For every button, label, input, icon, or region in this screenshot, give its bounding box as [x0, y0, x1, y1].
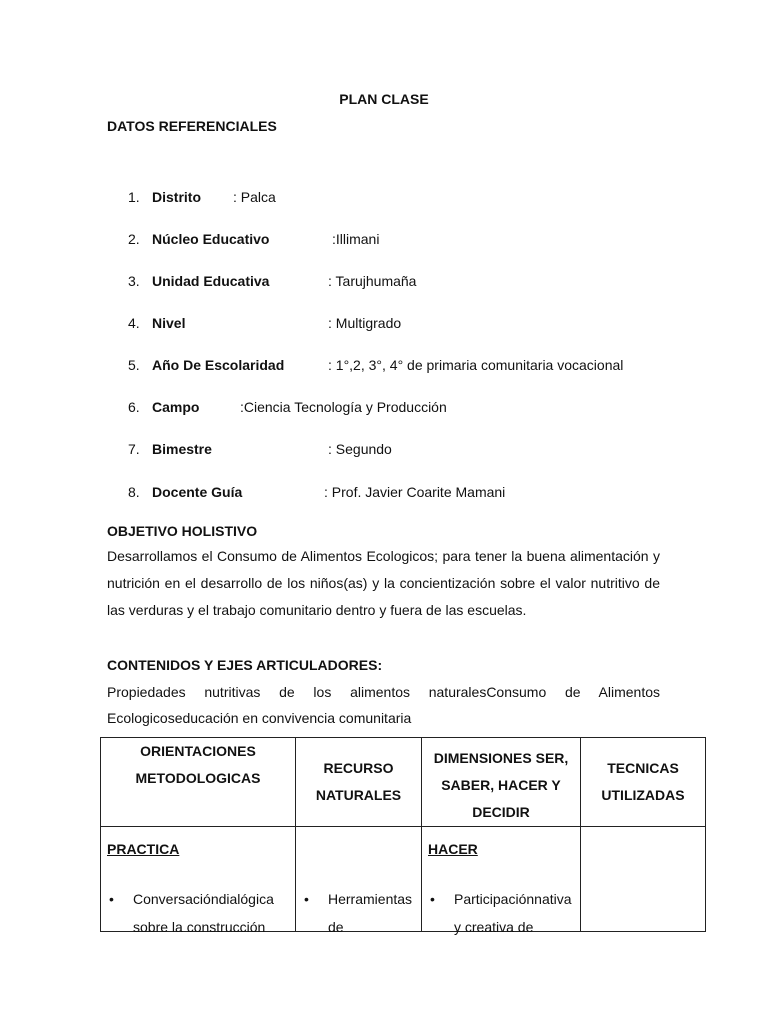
objetivo-heading: OBJETIVO HOLISTIVO	[107, 523, 258, 539]
table-header-cell	[296, 738, 422, 827]
header-dimensiones: DIMENSIONES SER, SABER, HACER Y DECIDIR	[433, 750, 569, 820]
list-number: 1.	[128, 189, 140, 205]
list-number: 5.	[128, 357, 140, 373]
list-value: : 1°,2, 3°, 4° de primaria comunitaria vocacional	[328, 357, 624, 373]
page-title: PLAN CLASE	[339, 91, 429, 107]
table-header-cell	[422, 738, 581, 827]
contenidos-heading: CONTENIDOS Y EJES ARTICULADORES:	[107, 657, 383, 673]
table-row	[101, 827, 706, 932]
table-cell	[422, 827, 581, 935]
list-number: 4.	[128, 315, 140, 331]
header-recurso: RECURSO NATURALES	[315, 760, 402, 803]
list-label: Docente Guía	[152, 484, 243, 500]
table-cell	[101, 827, 296, 935]
list-label: Nivel	[152, 315, 186, 331]
table-header-row	[101, 738, 706, 827]
list-number: 8.	[128, 484, 140, 500]
list-label: Bimestre	[152, 441, 212, 457]
bullet-text: Conversacióndialógica sobre la construcción	[133, 891, 274, 935]
methodology-table	[100, 737, 706, 935]
list-number: 7.	[128, 441, 140, 457]
list-value: :Ciencia Tecnología y Producción	[240, 399, 447, 415]
list-number: 3.	[128, 273, 140, 289]
bullet-icon: •	[109, 891, 114, 907]
list-item	[107, 885, 291, 941]
list-label: Distrito	[152, 189, 201, 205]
bullet-icon: •	[304, 891, 309, 907]
table-header-cell	[101, 738, 296, 827]
list-value: : Tarujhumaña	[328, 273, 417, 289]
bullet-text: Participaciónnativa y creativa de	[454, 891, 572, 935]
list-value: : Segundo	[328, 441, 392, 457]
hacer-heading: HACER	[428, 841, 478, 857]
list-label: Unidad Educativa	[152, 273, 270, 289]
table-cell	[581, 827, 706, 932]
list-value: : Palca	[233, 189, 276, 205]
list-item	[302, 885, 417, 941]
header-orientaciones: ORIENTACIONES METODOLOGICAS	[135, 743, 261, 786]
header-tecnicas: TECNICAS UTILIZADAS	[601, 760, 685, 803]
table-header-cell	[581, 738, 706, 827]
contenidos-paragraph: Propiedades nutritivas de los alimentos naturalesConsumo de Alimentos Ecologicoseducación en convivencia comunitaria	[107, 684, 660, 726]
table-cell	[296, 827, 422, 935]
bullet-text: Herramientas de	[328, 891, 413, 935]
list-label: Año De Escolaridad	[152, 357, 285, 373]
bullet-icon: •	[430, 891, 435, 907]
list-label: Campo	[152, 399, 200, 415]
list-number: 2.	[128, 231, 140, 247]
practica-heading: PRACTICA	[107, 841, 180, 857]
list-number: 6.	[128, 399, 140, 415]
list-value: :Illimani	[332, 231, 380, 247]
objetivo-paragraph: Desarrollamos el Consumo de Alimentos Ecologicos; para tener la buena alimentación y nutrición en el desarrollo de los niños(as) y la concientización sobre el valor nutritivo de las verduras y el trabajo comunitario dentro y fuera de las escuelas.	[107, 548, 660, 618]
list-value: : Multigrado	[328, 315, 402, 331]
list-label: Núcleo Educativo	[152, 231, 270, 247]
datos-heading: DATOS REFERENCIALES	[107, 118, 277, 134]
list-item	[428, 885, 576, 941]
list-value: : Prof. Javier Coarite Mamani	[324, 484, 506, 500]
